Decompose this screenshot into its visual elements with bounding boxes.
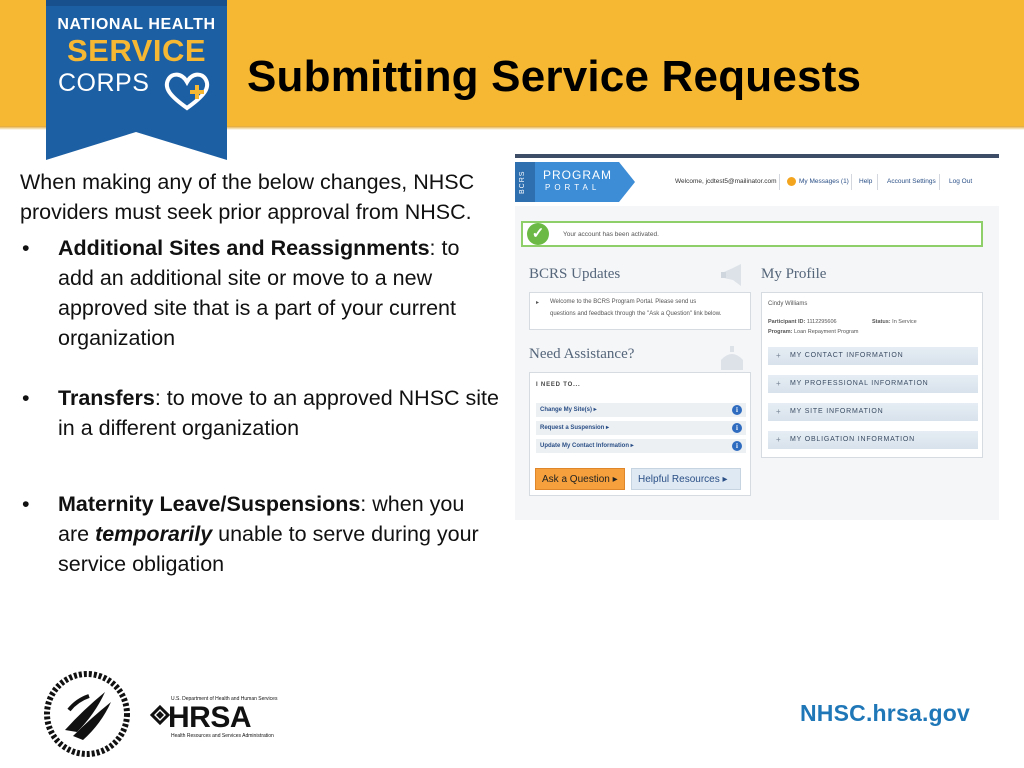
bullet-dot: •: [22, 236, 30, 260]
info-icon[interactable]: i: [732, 423, 742, 433]
heart-cross-icon: [162, 70, 212, 112]
bullet-term: Transfers: [58, 386, 155, 410]
capitol-icon: [715, 346, 749, 370]
messages-icon: [787, 177, 796, 186]
bullet-sep: :: [429, 236, 442, 260]
bullet-text-before: when you are: [58, 492, 465, 546]
logo-line-service: SERVICE: [66, 33, 207, 68]
hhs-seal-logo: [43, 670, 131, 758]
row-label: Update My Contact Information ▸: [540, 443, 634, 449]
hrsa-department-line: U.S. Department of Health and Human Services: [171, 696, 278, 702]
logo-line-corps: CORPS: [58, 69, 150, 97]
program: [768, 329, 859, 335]
check-icon: ✓: [527, 223, 549, 245]
info-icon[interactable]: i: [732, 441, 742, 451]
help-link[interactable]: Help: [859, 178, 873, 185]
need-assistance-heading: Need Assistance?: [529, 346, 635, 362]
participant-id: [768, 319, 837, 325]
section-label: MY OBLIGATION INFORMATION: [790, 436, 916, 443]
chevron-right-icon: ▸: [536, 300, 540, 306]
profile-name: Cindy Williams: [768, 301, 808, 307]
portal-logo-program: PROGRAM: [543, 168, 613, 182]
bullet-dot: •: [22, 386, 30, 410]
alert-text: Your account has been activated.: [563, 231, 659, 238]
my-messages-link[interactable]: My Messages (1): [799, 178, 849, 185]
update-contact-info-row[interactable]: [536, 439, 746, 453]
info-icon[interactable]: i: [732, 405, 742, 415]
activation-alert: [521, 221, 983, 247]
plus-icon: +: [776, 435, 781, 444]
my-profile-panel: [761, 292, 983, 458]
status: [872, 319, 917, 325]
bullet-term: Additional Sites and Reassignments: [58, 236, 430, 260]
section-label: MY CONTACT INFORMATION: [790, 352, 904, 359]
footer-url: NHSC.hrsa.gov: [800, 700, 971, 726]
updates-line-2: questions and feedback through the "Ask a Question" link below.: [550, 311, 722, 317]
section-label: MY SITE INFORMATION: [790, 408, 884, 415]
plus-icon: +: [776, 351, 781, 360]
status-label: Status:: [872, 319, 891, 325]
slide-title: Submitting Service Requests: [247, 52, 862, 101]
bullet-sep: :: [360, 492, 373, 516]
nav-divider: [779, 174, 780, 190]
section-label: MY PROFESSIONAL INFORMATION: [790, 380, 929, 387]
nav-divider: [939, 174, 940, 190]
nav-divider: [851, 174, 852, 190]
portal-logo-bcrs: BCRS: [519, 170, 526, 194]
change-my-sites-row[interactable]: [536, 403, 746, 417]
bcrs-updates-panel: [529, 292, 751, 330]
participant-value: 1112295606: [806, 319, 837, 325]
my-profile-heading: My Profile: [761, 266, 827, 282]
request-suspension-row[interactable]: [536, 421, 746, 435]
bcrs-updates-heading: BCRS Updates: [529, 266, 621, 282]
site-information-section[interactable]: [768, 403, 978, 421]
bullet-text-after: unable to serve during your service obligation: [58, 522, 479, 576]
hrsa-subtitle: Health Resources and Services Administration: [171, 733, 274, 739]
bullet-term: Maternity Leave/Suspensions: [58, 492, 361, 516]
program-label: Program:: [768, 329, 793, 335]
status-value: In Service: [892, 319, 917, 325]
bullet-maternity-leave: [20, 489, 500, 579]
bullet-text: to add an additional site or move to a new approved site that is a part of your current organization: [58, 236, 460, 350]
nav-divider: [877, 174, 878, 190]
intro-text: When making any of the below changes, NHSC providers must seek prior approval from NHSC.: [20, 170, 475, 224]
portal-top-bar: [515, 158, 999, 206]
row-label: Request a Suspension ▸: [540, 425, 610, 431]
slide-body: [20, 167, 500, 579]
updates-line-1: Welcome to the BCRS Program Portal. Please send us: [550, 299, 697, 305]
welcome-text: Welcome, jcdtest5@mailinator.com: [675, 178, 777, 185]
program-value: Loan Repayment Program: [793, 329, 859, 335]
obligation-information-section[interactable]: [768, 431, 978, 449]
bullet-dot: •: [22, 492, 30, 516]
hrsa-wordmark: HRSA: [168, 701, 252, 734]
helpful-resources-button[interactable]: Helpful Resources ▸: [631, 468, 741, 490]
bullet-text: to move to an approved NHSC site in a different organization: [58, 386, 499, 440]
bullet-sep: :: [154, 386, 167, 410]
account-settings-link[interactable]: Account Settings: [887, 178, 936, 185]
i-need-to-label: I NEED TO...: [536, 382, 581, 388]
contact-information-section[interactable]: [768, 347, 978, 365]
bullet-additional-sites: [20, 233, 500, 353]
professional-information-section[interactable]: [768, 375, 978, 393]
bullet-transfers: [20, 383, 500, 443]
bullet-emphasis: temporarily: [95, 522, 213, 546]
logo-line-national-health: NATIONAL HEALTH: [57, 16, 216, 33]
ask-a-question-button[interactable]: Ask a Question ▸: [535, 468, 625, 490]
logout-link[interactable]: Log Out: [949, 178, 973, 185]
participant-label: Participant ID:: [768, 319, 806, 325]
portal-logo-portal: PORTAL: [545, 183, 601, 192]
plus-icon: +: [776, 407, 781, 416]
plus-icon: +: [776, 379, 781, 388]
megaphone-icon: [721, 264, 745, 286]
row-label: Change My Site(s) ▸: [540, 407, 597, 413]
portal-screenshot: [515, 154, 999, 520]
